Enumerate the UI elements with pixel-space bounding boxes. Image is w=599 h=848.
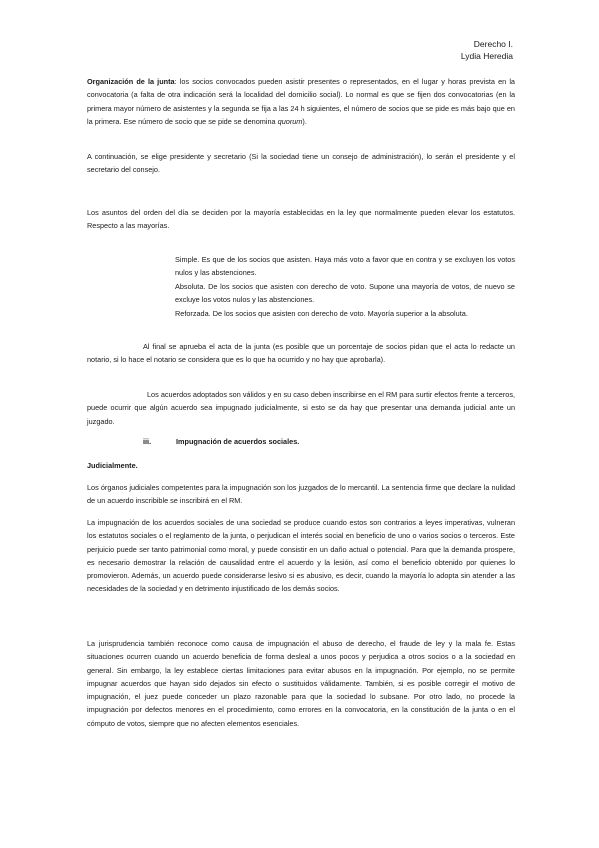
subheading-judicialmente: Judicialmente.: [87, 461, 138, 470]
organizacion-text: : los socios convocados pueden asistir presentes o representados, en el lugar y horas prevista en la convocatoria (a falta de otra indicación será la localidad del domicilio social). Lo normal es que se fijen dos convocatorias (en la primera mayor número de asistentes y la segunda se fija a las 24 h siguientes, el número de socios que se pide es más bajo que en la primera. Ese número de socio que se pide se denomina: [87, 77, 515, 126]
acta-text: Al final se aprueba el acta de la junta (es posible que un porcentaje de socios pidan que el acta lo redacte un notario, si lo hace el notario se considera que es lo que ha ocurrido y no hay que aprobarla).: [87, 342, 515, 365]
paragraph-acta: [87, 340, 515, 367]
course-title: Derecho I.: [473, 39, 513, 49]
author-name: Lydia Heredia: [460, 51, 513, 61]
list-item-reforzada: Reforzada. De los socios que asisten con derecho de voto. Mayoría superior a la absoluta.: [175, 309, 468, 318]
paragraph-impugnacion: La impugnación de los acuerdos sociales de una sociedad se produce cuando estos son contrarios a leyes imperativas, vulneran los estatutos sociales o el reglamento de la junta, o perjudican el interés social en beneficio de uno o varios socios o terceros. Este perjuicio puede ser tanto patrimonial como moral, y puede consistir en un daño actual o potencial. Para que la demanda prospere, es necesario demostrar la relación de causalidad entre el acuerdo y la lesión, así como el beneficio obtenido por quienes lo promovieron. Además, un acuerdo puede considerarse lesivo si es abusivo, es decir, cuando la mayoría lo adopta sin atender a las necesidades de la sociedad y en detrimento injustificado de los demás socios.: [87, 518, 515, 594]
paragraph-jurisprudencia: La jurisprudencia también reconoce como causa de impugnación el abuso de derecho, el fraude de ley y la mala fe. Estas situaciones ocurren cuando un acuerdo beneficia de forma desleal a unos pocos y perjudica a otros socios o a la sociedad en general. Sin embargo, la ley establece ciertas limitaciones para evitar abusos en la impugnación. Por ejemplo, no se permite impugnar acuerdos que hayan sido dejados sin efecto o sustituidos válidamente. También, si es posible corregir el motivo de impugnación, el juez puede conceder un plazo razonable para que la sociedad lo subsane. Por otro lado, no procede la impugnación por defectos menores en el procedimiento, como errores en la convocatoria, en la constitución de la junta o en el cómputo de votos, siempre que no afecten elementos esenciales.: [87, 639, 515, 728]
organizacion-end: ).: [302, 116, 307, 126]
paragraph-organos: Los órganos judiciales competentes para la impugnación son los juzgados de lo mercantil. La sentencia firme que declare la nulidad de un acuerdo inscribible se inscribirá en el RM.: [87, 483, 515, 506]
paragraph-asuntos: Los asuntos del orden del día se deciden por la mayoría establecidas en la ley que normalmente pueden elevar los estatutos. Respecto a las mayorías.: [87, 208, 515, 231]
page-header: [461, 38, 513, 62]
term-organizacion: Organización de la junta: [87, 77, 175, 86]
paragraph-presidente: A continuación, se elige presidente y secretario (Si la sociedad tiene un consejo de administración), lo serán el presidente y el secretario del consejo.: [87, 152, 515, 175]
acuerdos-text: Los acuerdos adoptados son válidos y en su caso deben inscribirse en el RM para surtir efectos frente a terceros, puede ocurrir que algún acuerdo sea impugnado judicialmente, si esto se da hay que presentar una demanda judicial ante un juzgado.: [87, 390, 515, 426]
section-title: Impugnación de acuerdos sociales.: [176, 437, 300, 446]
list-item-simple: Simple. Es que de los socios que asisten. Haya más voto a favor que en contra y se excluyen los votos nulos y las abstenciones.: [175, 255, 515, 278]
paragraph-acuerdos: [87, 388, 515, 428]
list-item-absoluta: Absoluta. De los socios que asisten con derecho de voto. Supone una mayoría de votos, de nuevo se excluye los votos nulos y las abstenciones.: [175, 282, 515, 305]
term-quorum: quorum: [277, 116, 303, 126]
paragraph-organizacion: [87, 75, 515, 128]
section-number: iii.: [143, 437, 152, 446]
